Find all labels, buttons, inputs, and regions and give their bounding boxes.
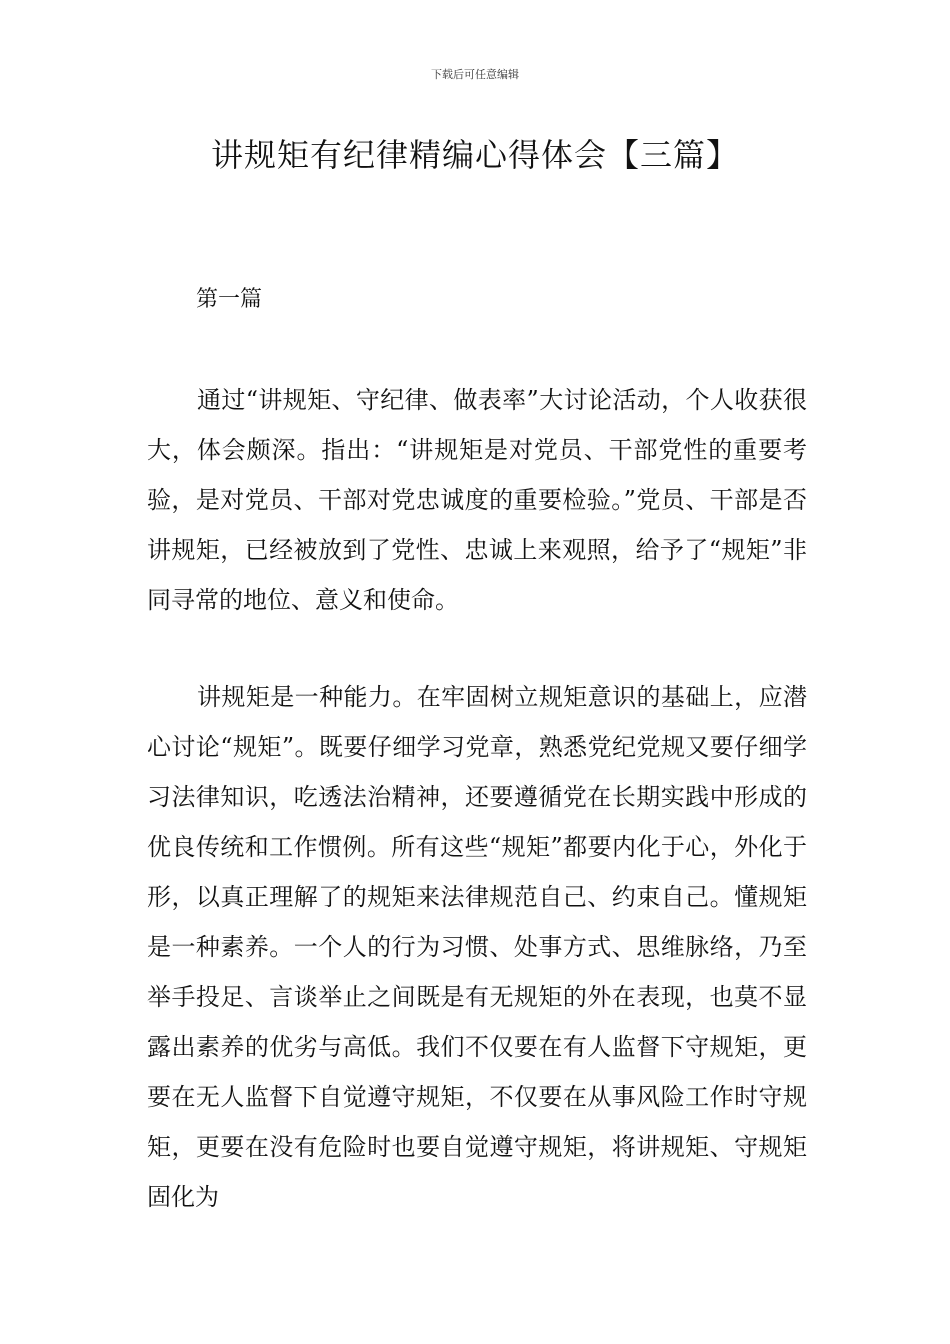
document-title: 讲规矩有纪律精编心得体会【三篇】 <box>210 136 739 174</box>
header-note: 下载后可任意编辑 <box>431 68 519 81</box>
body-paragraph-2: 讲规矩是一种能力。在牢固树立规矩意识的基础上，应潜心讨论“规矩”。既要仔细学习党章，熟悉党纪党规又要仔细学习法律知识，吃透法治精神，还要遵循党在长期实践中形成的优良传统和工作惯例。所有这些“规矩”都要内化于心，外化于形，以真正理解了的规矩来法律规范自己、约束自己。懂规矩是一种素养。一个人的行为习惯、处事方式、思维脉络，乃至举手投足、言谈举止之间既是有无规矩的外在表现，也莫不显露出素养的优劣与高低。我们不仅要在有人监督下守规矩，更要在无人监督下自觉遵守规矩，不仅要在从事风险工作时守规矩，更要在没有危险时也要自觉遵守规矩，将讲规矩、守规矩固化为 <box>147 683 807 1211</box>
body-paragraph-1: 通过“讲规矩、守纪律、做表率”大讨论活动，个人收获很大，体会颇深。指出：“讲规矩是对党员、干部党性的重要考验，是对党员、干部对党忠诚度的重要检验。”党员、干部是否讲规矩，已经被放到了党性、忠诚上来观照，给予了“规矩”非同寻常的地位、意义和使命。 <box>147 386 807 614</box>
section-heading: 第一篇 <box>196 287 263 312</box>
